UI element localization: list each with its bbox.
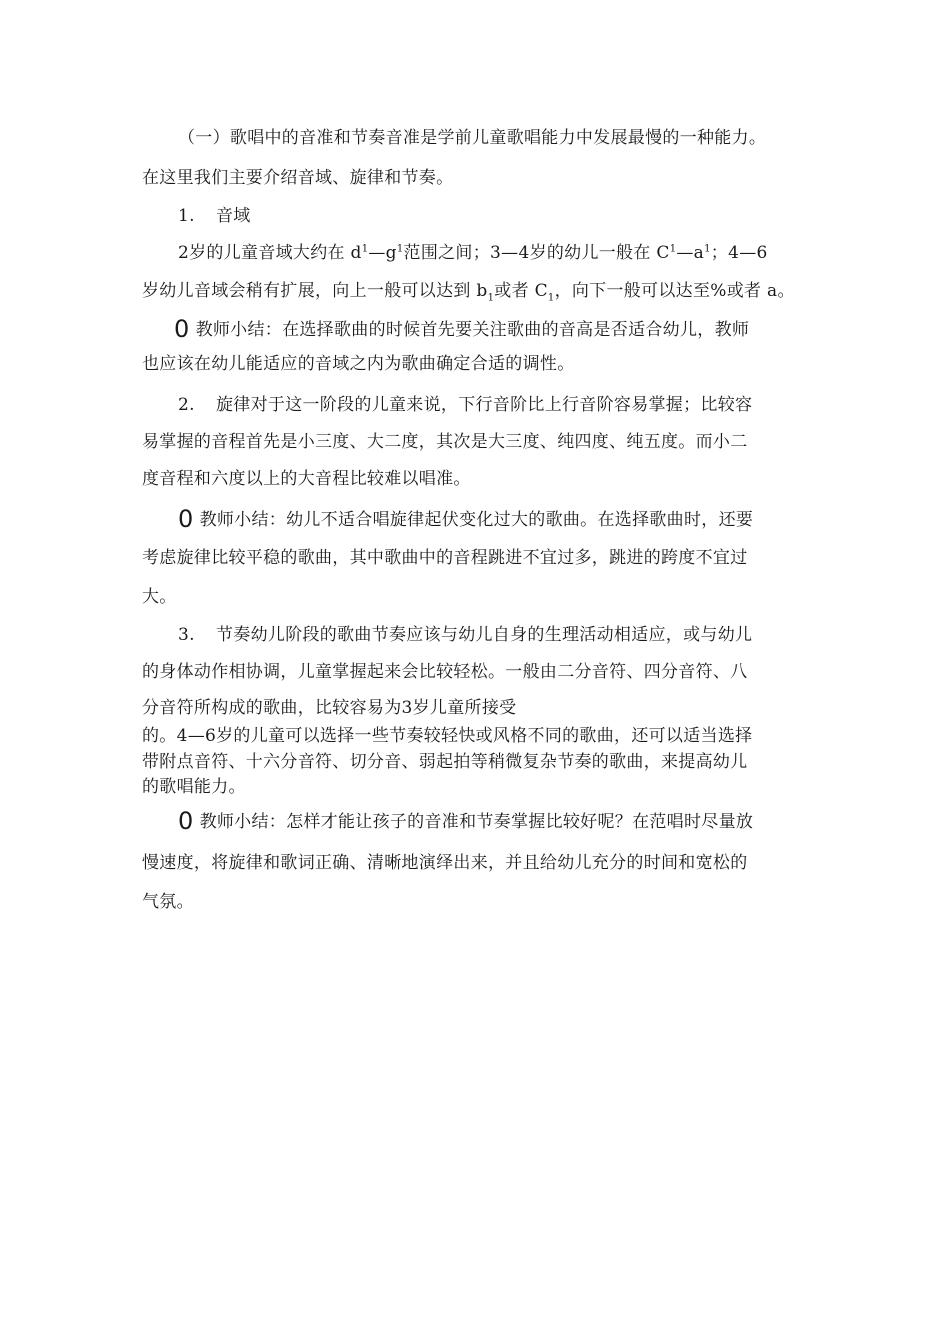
note-marker: 0 — [174, 315, 190, 343]
teacher-note-2-line-2: 考虑旋律比较平稳的歌曲，其中歌曲中的音程跳进不宜过多，跳进的跨度不宜过 — [142, 548, 748, 568]
teacher-note-3-line-1 — [178, 807, 754, 835]
paragraph-4-line-6: 的歌唱能力。 — [142, 777, 246, 797]
paragraph-4-line-2: 的身体动作相协调，儿童掌握起来会比较轻松。一般由二分音符、四分音符、八 — [142, 662, 748, 682]
text-run: ；4—6 — [710, 243, 768, 263]
note-marker: 0 — [178, 505, 194, 533]
text-run: —a — [676, 243, 705, 263]
note-text: 教师小结：怎样才能让孩子的音准和节奏掌握比较好呢？在范唱时尽量放 — [199, 812, 754, 832]
text-run: ，向下一般可以达至%或者 a。 — [554, 281, 795, 301]
teacher-note-1-line-1 — [174, 315, 750, 343]
item-number: 2. — [178, 395, 195, 415]
superscript: 1 — [361, 243, 369, 255]
paragraph-2-line-2 — [142, 280, 795, 302]
paragraph-4-line-5: 带附点音符、十六分音符、切分音、弱起拍等稍微复杂节奏的歌曲，来提高幼儿 — [142, 752, 748, 772]
teacher-note-3-line-3: 气氛。 — [142, 892, 194, 912]
paragraph-3-line-3: 度音程和六度以上的大音程比较难以唱准。 — [142, 469, 471, 489]
note-marker: 0 — [178, 807, 194, 835]
heading-pitch-range — [178, 205, 251, 227]
superscript: 1 — [704, 243, 711, 255]
teacher-note-1-line-2: 也应该在幼儿能适应的音域之内为歌曲确定合适的调性。 — [142, 354, 575, 374]
superscript: 1 — [669, 243, 677, 255]
teacher-note-3-line-2: 慢速度，将旋律和歌词正确、清晰地演绎出来，并且给幼儿充分的时间和宽松的 — [142, 853, 748, 873]
paragraph-text: 旋律对于这一阶段的儿童来说，下行音阶比上行音阶容易掌握；比较容 — [216, 395, 753, 415]
note-text: 教师小结：在选择歌曲的时候首先要关注歌曲的音高是否适合幼儿，教师 — [195, 320, 750, 340]
text-run: 或者 C — [494, 281, 548, 301]
text-run: 2岁的儿童音域大约在 d — [178, 243, 362, 263]
paragraph-4-line-4: 的。4—6岁的儿童可以选择一些节奏较轻快或风格不同的歌曲，还可以适当选择 — [142, 726, 753, 746]
text-run: 范围之间；3—4岁的幼儿一般在 C — [403, 243, 670, 263]
superscript: 1 — [396, 243, 404, 255]
paragraph-4-line-1 — [178, 624, 752, 646]
text-run: 岁幼儿音域会稍有扩展，向上一般可以达到 b — [142, 281, 488, 301]
teacher-note-2-line-1 — [178, 505, 754, 533]
paragraph-4-line-3: 分音符所构成的歌曲，比较容易为3岁儿童所接受 — [142, 698, 517, 718]
text-run: —g — [368, 243, 397, 263]
heading-text: 音域 — [216, 206, 251, 226]
subscript: 1 — [547, 292, 555, 304]
item-number: 3. — [178, 625, 195, 645]
subscript: 1 — [487, 292, 495, 304]
paragraph-3-line-1 — [178, 394, 752, 416]
heading-number: 1. — [178, 206, 195, 226]
paragraph-1-line-1: （一）歌唱中的音准和节奏音准是学前儿童歌唱能力中发展最慢的一种能力。 — [178, 128, 767, 148]
paragraph-2-line-1 — [178, 242, 768, 264]
paragraph-3-line-2: 易掌握的音程首先是小三度、大二度，其次是大三度、纯四度、纯五度。而小二 — [142, 432, 748, 452]
teacher-note-2-line-3: 大。 — [142, 587, 177, 607]
note-text: 教师小结：幼儿不适合唱旋律起伏变化过大的歌曲。在选择歌曲时，还要 — [199, 510, 754, 530]
paragraph-1-line-2: 在这里我们主要介绍音域、旋律和节奏。 — [142, 168, 454, 188]
paragraph-text: 节奏幼儿阶段的歌曲节奏应该与幼儿自身的生理活动相适应，或与幼儿 — [216, 625, 753, 645]
